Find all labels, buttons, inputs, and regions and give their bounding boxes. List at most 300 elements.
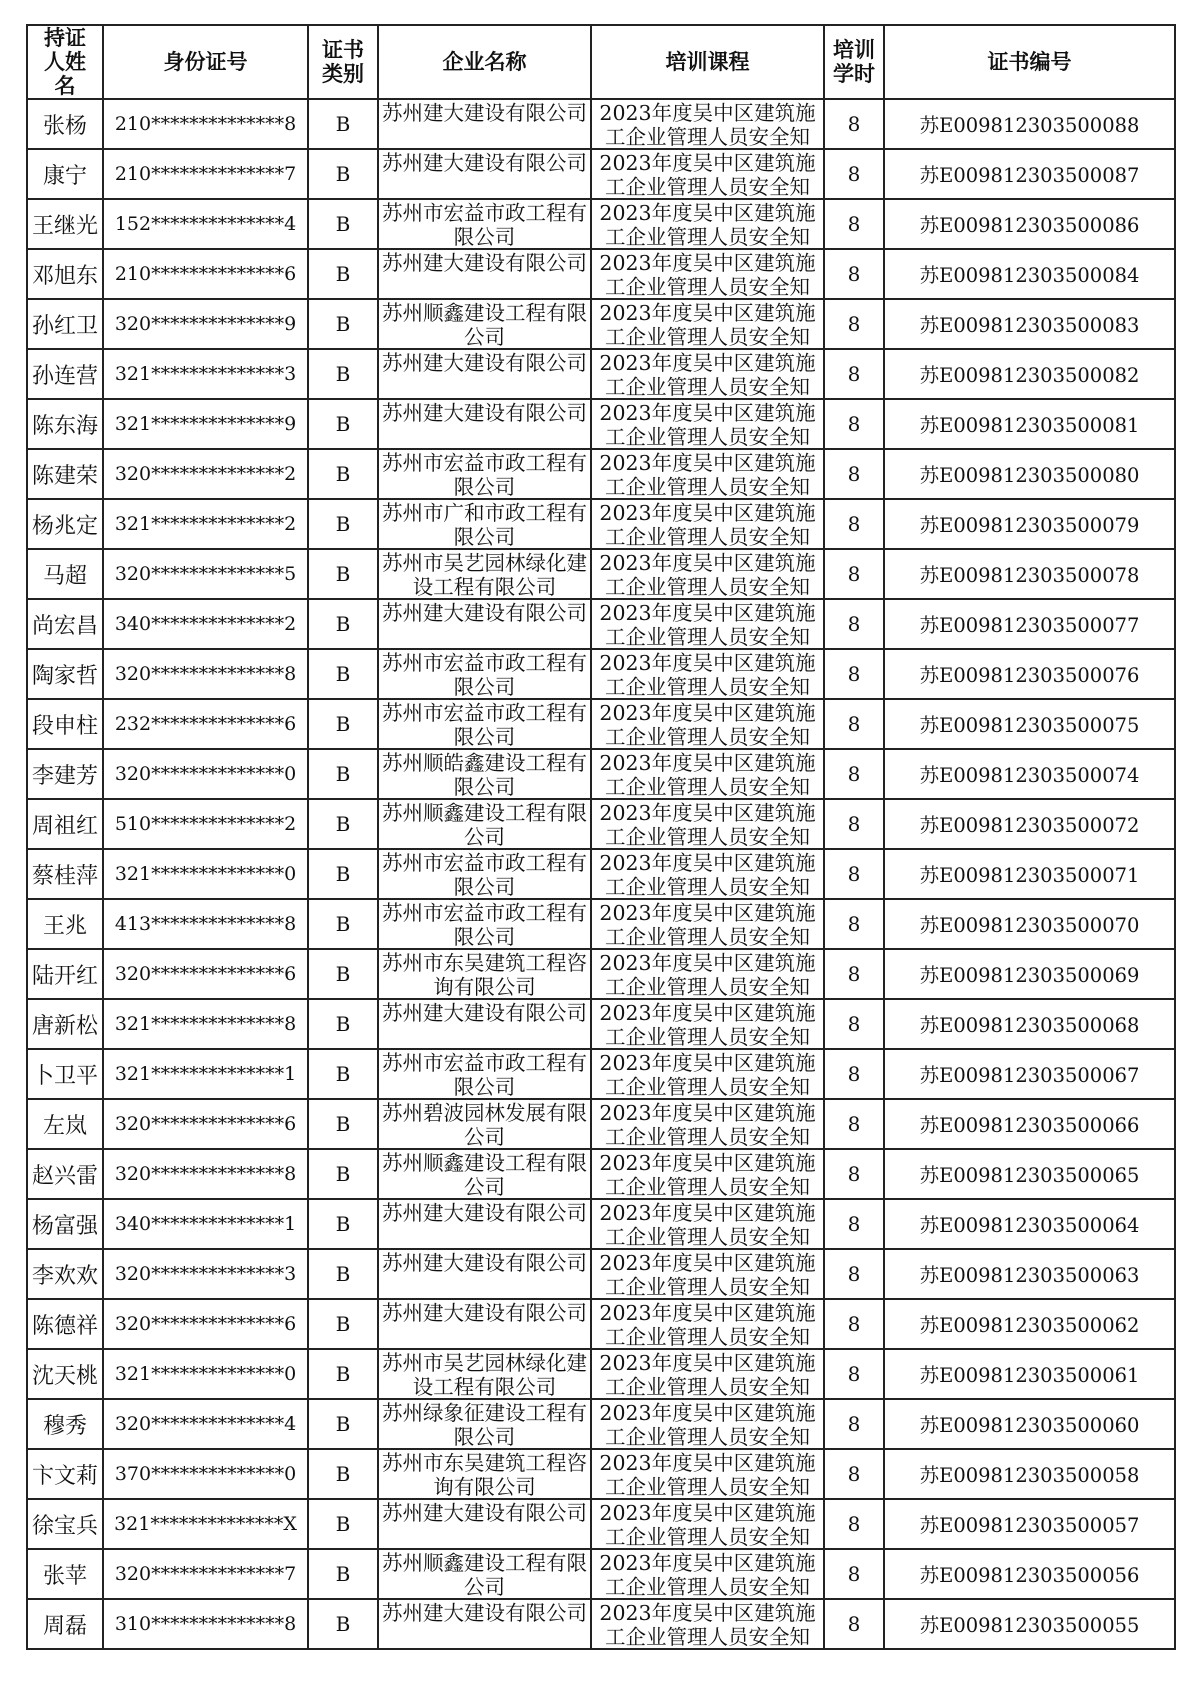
training-course-cell bbox=[591, 349, 824, 399]
table-row bbox=[27, 1249, 1175, 1299]
training-course-cell-text: 2023年度吴中区建筑施工企业管理人员安全知 bbox=[599, 501, 816, 548]
holder-name-cell: 马超 bbox=[27, 549, 103, 599]
training-course-cell bbox=[591, 799, 824, 849]
company-name-cell bbox=[378, 1299, 591, 1349]
training-course-cell bbox=[591, 1449, 824, 1499]
training-course-cell bbox=[591, 1499, 824, 1549]
training-hours-cell: 8 bbox=[824, 1249, 884, 1299]
company-name-cell bbox=[378, 999, 591, 1049]
company-name-cell-text: 苏州市宏益市政工程有限公司 bbox=[382, 901, 587, 948]
header-holder-name: 持证人姓名 bbox=[27, 25, 103, 99]
training-course-cell bbox=[591, 1299, 824, 1349]
training-hours-cell: 8 bbox=[824, 1199, 884, 1249]
cert-number-cell: 苏E009812303500064 bbox=[884, 1199, 1175, 1249]
company-name-cell-text: 苏州市吴艺园林绿化建设工程有限公司 bbox=[382, 1351, 587, 1398]
table-row bbox=[27, 1599, 1175, 1649]
cert-category-cell: B bbox=[308, 449, 378, 499]
company-name-cell bbox=[378, 1499, 591, 1549]
training-course-cell-text: 2023年度吴中区建筑施工企业管理人员安全知 bbox=[599, 1351, 816, 1398]
cert-category-cell: B bbox=[308, 1349, 378, 1399]
header-company-name: 企业名称 bbox=[378, 25, 591, 99]
cert-number-cell: 苏E009812303500072 bbox=[884, 799, 1175, 849]
company-name-cell-text: 苏州顺鑫建设工程有限公司 bbox=[382, 1151, 587, 1198]
cert-category-cell: B bbox=[308, 699, 378, 749]
cert-category-cell: B bbox=[308, 199, 378, 249]
company-name-cell bbox=[378, 749, 591, 799]
cert-number-cell: 苏E009812303500069 bbox=[884, 949, 1175, 999]
cert-number-cell: 苏E009812303500061 bbox=[884, 1349, 1175, 1399]
company-name-cell bbox=[378, 1549, 591, 1599]
cert-category-cell: B bbox=[308, 1599, 378, 1649]
cert-number-cell: 苏E009812303500057 bbox=[884, 1499, 1175, 1549]
cert-number-cell: 苏E009812303500055 bbox=[884, 1599, 1175, 1649]
training-course-cell-text: 2023年度吴中区建筑施工企业管理人员安全知 bbox=[599, 201, 816, 248]
holder-name-cell: 孙连营 bbox=[27, 349, 103, 399]
header-id-number: 身份证号 bbox=[103, 25, 308, 99]
company-name-cell-text: 苏州建大建设有限公司 bbox=[382, 1501, 587, 1525]
training-course-cell bbox=[591, 299, 824, 349]
training-course-cell bbox=[591, 249, 824, 299]
cert-number-cell: 苏E009812303500077 bbox=[884, 599, 1175, 649]
training-course-cell-text: 2023年度吴中区建筑施工企业管理人员安全知 bbox=[599, 701, 816, 748]
training-course-cell-text: 2023年度吴中区建筑施工企业管理人员安全知 bbox=[599, 801, 816, 848]
header-training-hours: 培训学时 bbox=[824, 25, 884, 99]
company-name-cell-text: 苏州建大建设有限公司 bbox=[382, 1251, 587, 1275]
cert-category-cell: B bbox=[308, 1449, 378, 1499]
training-hours-cell: 8 bbox=[824, 899, 884, 949]
id-number-cell: 320**************4 bbox=[103, 1399, 308, 1449]
table-row bbox=[27, 1549, 1175, 1599]
holder-name-cell: 杨兆定 bbox=[27, 499, 103, 549]
cert-category-cell: B bbox=[308, 149, 378, 199]
cert-category-cell: B bbox=[308, 599, 378, 649]
holder-name-cell: 邓旭东 bbox=[27, 249, 103, 299]
training-course-cell-text: 2023年度吴中区建筑施工企业管理人员安全知 bbox=[599, 1201, 816, 1248]
company-name-cell-text: 苏州市吴艺园林绿化建设工程有限公司 bbox=[382, 551, 587, 598]
training-hours-cell: 8 bbox=[824, 99, 884, 149]
table-row bbox=[27, 1299, 1175, 1349]
cert-number-cell: 苏E009812303500075 bbox=[884, 699, 1175, 749]
id-number-cell: 320**************6 bbox=[103, 949, 308, 999]
training-hours-cell: 8 bbox=[824, 1349, 884, 1399]
training-hours-cell: 8 bbox=[824, 1299, 884, 1349]
cert-category-cell: B bbox=[308, 1099, 378, 1149]
company-name-cell bbox=[378, 549, 591, 599]
cert-number-cell: 苏E009812303500086 bbox=[884, 199, 1175, 249]
training-course-cell-text: 2023年度吴中区建筑施工企业管理人员安全知 bbox=[599, 951, 816, 998]
table-row bbox=[27, 749, 1175, 799]
company-name-cell bbox=[378, 799, 591, 849]
cert-category-cell: B bbox=[308, 399, 378, 449]
id-number-cell: 510**************2 bbox=[103, 799, 308, 849]
training-course-cell-text: 2023年度吴中区建筑施工企业管理人员安全知 bbox=[599, 1601, 816, 1648]
id-number-cell: 320**************8 bbox=[103, 649, 308, 699]
holder-name-cell: 尚宏昌 bbox=[27, 599, 103, 649]
company-name-cell-text: 苏州市宏益市政工程有限公司 bbox=[382, 1051, 587, 1098]
training-hours-cell: 8 bbox=[824, 249, 884, 299]
table-row bbox=[27, 949, 1175, 999]
company-name-cell bbox=[378, 1349, 591, 1399]
holder-name-cell: 陆开红 bbox=[27, 949, 103, 999]
training-course-cell-text: 2023年度吴中区建筑施工企业管理人员安全知 bbox=[599, 1451, 816, 1498]
cert-number-cell: 苏E009812303500082 bbox=[884, 349, 1175, 399]
training-course-cell bbox=[591, 549, 824, 599]
cert-number-cell: 苏E009812303500056 bbox=[884, 1549, 1175, 1599]
company-name-cell-text: 苏州建大建设有限公司 bbox=[382, 1301, 587, 1325]
company-name-cell-text: 苏州市宏益市政工程有限公司 bbox=[382, 201, 587, 248]
cert-number-cell: 苏E009812303500063 bbox=[884, 1249, 1175, 1299]
cert-number-cell: 苏E009812303500067 bbox=[884, 1049, 1175, 1099]
company-name-cell-text: 苏州顺皓鑫建设工程有限公司 bbox=[382, 751, 587, 798]
company-name-cell bbox=[378, 349, 591, 399]
training-hours-cell: 8 bbox=[824, 999, 884, 1049]
training-hours-cell: 8 bbox=[824, 1499, 884, 1549]
training-course-cell-text: 2023年度吴中区建筑施工企业管理人员安全知 bbox=[599, 751, 816, 798]
training-course-cell bbox=[591, 149, 824, 199]
company-name-cell bbox=[378, 99, 591, 149]
company-name-cell-text: 苏州市宏益市政工程有限公司 bbox=[382, 651, 587, 698]
training-course-cell bbox=[591, 99, 824, 149]
cert-number-cell: 苏E009812303500060 bbox=[884, 1399, 1175, 1449]
id-number-cell: 320**************6 bbox=[103, 1099, 308, 1149]
company-name-cell bbox=[378, 149, 591, 199]
training-course-cell bbox=[591, 1099, 824, 1149]
training-course-cell bbox=[591, 449, 824, 499]
company-name-cell bbox=[378, 1599, 591, 1649]
cert-number-cell: 苏E009812303500087 bbox=[884, 149, 1175, 199]
training-hours-cell: 8 bbox=[824, 599, 884, 649]
cert-number-cell: 苏E009812303500078 bbox=[884, 549, 1175, 599]
company-name-cell-text: 苏州顺鑫建设工程有限公司 bbox=[382, 1551, 587, 1598]
table-row bbox=[27, 1049, 1175, 1099]
cert-number-cell: 苏E009812303500071 bbox=[884, 849, 1175, 899]
id-number-cell: 152**************4 bbox=[103, 199, 308, 249]
table-row bbox=[27, 249, 1175, 299]
company-name-cell bbox=[378, 949, 591, 999]
id-number-cell: 320**************9 bbox=[103, 299, 308, 349]
training-course-cell bbox=[591, 949, 824, 999]
company-name-cell bbox=[378, 1199, 591, 1249]
cert-category-cell: B bbox=[308, 1549, 378, 1599]
table-row bbox=[27, 199, 1175, 249]
training-hours-cell: 8 bbox=[824, 1449, 884, 1499]
table-row bbox=[27, 899, 1175, 949]
holder-name-cell: 王继光 bbox=[27, 199, 103, 249]
cert-category-cell: B bbox=[308, 549, 378, 599]
company-name-cell-text: 苏州碧波园林发展有限公司 bbox=[382, 1101, 587, 1148]
table-row bbox=[27, 449, 1175, 499]
id-number-cell: 321**************8 bbox=[103, 999, 308, 1049]
training-hours-cell: 8 bbox=[824, 149, 884, 199]
cert-number-cell: 苏E009812303500062 bbox=[884, 1299, 1175, 1349]
id-number-cell: 320**************5 bbox=[103, 549, 308, 599]
holder-name-cell: 赵兴雷 bbox=[27, 1149, 103, 1199]
training-hours-cell: 8 bbox=[824, 699, 884, 749]
table-row bbox=[27, 1399, 1175, 1449]
table-row bbox=[27, 699, 1175, 749]
company-name-cell-text: 苏州建大建设有限公司 bbox=[382, 1201, 587, 1225]
cert-number-cell: 苏E009812303500070 bbox=[884, 899, 1175, 949]
id-number-cell: 320**************3 bbox=[103, 1249, 308, 1299]
training-hours-cell: 8 bbox=[824, 1599, 884, 1649]
training-course-cell-text: 2023年度吴中区建筑施工企业管理人员安全知 bbox=[599, 901, 816, 948]
training-course-cell-text: 2023年度吴中区建筑施工企业管理人员安全知 bbox=[599, 1551, 816, 1598]
training-hours-cell: 8 bbox=[824, 649, 884, 699]
cert-category-cell: B bbox=[308, 1499, 378, 1549]
cert-number-cell: 苏E009812303500080 bbox=[884, 449, 1175, 499]
cert-number-cell: 苏E009812303500074 bbox=[884, 749, 1175, 799]
cert-number-cell: 苏E009812303500083 bbox=[884, 299, 1175, 349]
company-name-cell-text: 苏州建大建设有限公司 bbox=[382, 1001, 587, 1025]
holder-name-cell: 张苹 bbox=[27, 1549, 103, 1599]
id-number-cell: 320**************6 bbox=[103, 1299, 308, 1349]
holder-name-cell: 杨富强 bbox=[27, 1199, 103, 1249]
table-row bbox=[27, 1199, 1175, 1249]
id-number-cell: 321**************2 bbox=[103, 499, 308, 549]
training-hours-cell: 8 bbox=[824, 199, 884, 249]
certificate-table-sheet bbox=[26, 24, 1174, 1650]
holder-name-cell: 陈德祥 bbox=[27, 1299, 103, 1349]
cert-number-cell: 苏E009812303500076 bbox=[884, 649, 1175, 699]
company-name-cell bbox=[378, 1149, 591, 1199]
training-course-cell bbox=[591, 499, 824, 549]
training-hours-cell: 8 bbox=[824, 449, 884, 499]
training-course-cell bbox=[591, 1249, 824, 1299]
company-name-cell-text: 苏州建大建设有限公司 bbox=[382, 401, 587, 425]
holder-name-cell: 张杨 bbox=[27, 99, 103, 149]
company-name-cell bbox=[378, 1049, 591, 1099]
cert-category-cell: B bbox=[308, 899, 378, 949]
training-course-cell-text: 2023年度吴中区建筑施工企业管理人员安全知 bbox=[599, 301, 816, 348]
table-row bbox=[27, 1449, 1175, 1499]
company-name-cell-text: 苏州建大建设有限公司 bbox=[382, 151, 587, 175]
training-course-cell bbox=[591, 1599, 824, 1649]
cert-category-cell: B bbox=[308, 949, 378, 999]
company-name-cell bbox=[378, 599, 591, 649]
cert-category-cell: B bbox=[308, 99, 378, 149]
holder-name-cell: 孙红卫 bbox=[27, 299, 103, 349]
training-course-cell-text: 2023年度吴中区建筑施工企业管理人员安全知 bbox=[599, 851, 816, 898]
table-row bbox=[27, 99, 1175, 149]
training-course-cell-text: 2023年度吴中区建筑施工企业管理人员安全知 bbox=[599, 151, 816, 198]
holder-name-cell: 周祖红 bbox=[27, 799, 103, 849]
training-course-cell bbox=[591, 999, 824, 1049]
holder-name-cell: 卜卫平 bbox=[27, 1049, 103, 1099]
holder-name-cell: 王兆 bbox=[27, 899, 103, 949]
training-hours-cell: 8 bbox=[824, 1399, 884, 1449]
training-hours-cell: 8 bbox=[824, 849, 884, 899]
table-row bbox=[27, 1149, 1175, 1199]
training-hours-cell: 8 bbox=[824, 799, 884, 849]
holder-name-cell: 康宁 bbox=[27, 149, 103, 199]
training-course-cell-text: 2023年度吴中区建筑施工企业管理人员安全知 bbox=[599, 1051, 816, 1098]
id-number-cell: 321**************9 bbox=[103, 399, 308, 449]
cert-category-cell: B bbox=[308, 299, 378, 349]
training-course-cell bbox=[591, 399, 824, 449]
id-number-cell: 340**************1 bbox=[103, 1199, 308, 1249]
company-name-cell-text: 苏州绿象征建设工程有限公司 bbox=[382, 1401, 587, 1448]
training-hours-cell: 8 bbox=[824, 949, 884, 999]
table-row bbox=[27, 599, 1175, 649]
training-course-cell-text: 2023年度吴中区建筑施工企业管理人员安全知 bbox=[599, 1151, 816, 1198]
table-body bbox=[27, 99, 1175, 1649]
training-course-cell bbox=[591, 849, 824, 899]
holder-name-cell: 卞文莉 bbox=[27, 1449, 103, 1499]
training-course-cell-text: 2023年度吴中区建筑施工企业管理人员安全知 bbox=[599, 401, 816, 448]
id-number-cell: 413**************8 bbox=[103, 899, 308, 949]
table-row bbox=[27, 799, 1175, 849]
company-name-cell-text: 苏州建大建设有限公司 bbox=[382, 351, 587, 375]
company-name-cell bbox=[378, 1399, 591, 1449]
training-course-cell-text: 2023年度吴中区建筑施工企业管理人员安全知 bbox=[599, 451, 816, 498]
company-name-cell bbox=[378, 1099, 591, 1149]
training-hours-cell: 8 bbox=[824, 299, 884, 349]
training-course-cell bbox=[591, 649, 824, 699]
training-course-cell bbox=[591, 1149, 824, 1199]
company-name-cell bbox=[378, 1449, 591, 1499]
table-row bbox=[27, 399, 1175, 449]
company-name-cell bbox=[378, 499, 591, 549]
table-row bbox=[27, 299, 1175, 349]
header-cert-number: 证书编号 bbox=[884, 25, 1175, 99]
training-course-cell bbox=[591, 1049, 824, 1099]
holder-name-cell: 唐新松 bbox=[27, 999, 103, 1049]
table-row bbox=[27, 1099, 1175, 1149]
company-name-cell-text: 苏州顺鑫建设工程有限公司 bbox=[382, 801, 587, 848]
id-number-cell: 370**************0 bbox=[103, 1449, 308, 1499]
cert-category-cell: B bbox=[308, 749, 378, 799]
certificate-table bbox=[26, 24, 1176, 1650]
id-number-cell: 321**************X bbox=[103, 1499, 308, 1549]
company-name-cell-text: 苏州市宏益市政工程有限公司 bbox=[382, 851, 587, 898]
id-number-cell: 321**************0 bbox=[103, 849, 308, 899]
cert-category-cell: B bbox=[308, 349, 378, 399]
training-course-cell bbox=[591, 599, 824, 649]
id-number-cell: 320**************8 bbox=[103, 1149, 308, 1199]
id-number-cell: 320**************0 bbox=[103, 749, 308, 799]
holder-name-cell: 段申柱 bbox=[27, 699, 103, 749]
company-name-cell-text: 苏州建大建设有限公司 bbox=[382, 251, 587, 275]
company-name-cell-text: 苏州建大建设有限公司 bbox=[382, 601, 587, 625]
cert-category-cell: B bbox=[308, 1399, 378, 1449]
training-course-cell-text: 2023年度吴中区建筑施工企业管理人员安全知 bbox=[599, 1401, 816, 1448]
holder-name-cell: 陈东海 bbox=[27, 399, 103, 449]
cert-category-cell: B bbox=[308, 1249, 378, 1299]
company-name-cell-text: 苏州市东吴建筑工程咨询有限公司 bbox=[382, 1451, 587, 1498]
company-name-cell-text: 苏州市东吴建筑工程咨询有限公司 bbox=[382, 951, 587, 998]
id-number-cell: 210**************8 bbox=[103, 99, 308, 149]
training-course-cell bbox=[591, 199, 824, 249]
training-course-cell bbox=[591, 699, 824, 749]
id-number-cell: 310**************8 bbox=[103, 1599, 308, 1649]
header-cert-category: 证书类别 bbox=[308, 25, 378, 99]
company-name-cell bbox=[378, 899, 591, 949]
training-course-cell-text: 2023年度吴中区建筑施工企业管理人员安全知 bbox=[599, 1001, 816, 1048]
cert-category-cell: B bbox=[308, 799, 378, 849]
training-hours-cell: 8 bbox=[824, 1049, 884, 1099]
company-name-cell bbox=[378, 399, 591, 449]
id-number-cell: 232**************6 bbox=[103, 699, 308, 749]
holder-name-cell: 陶家哲 bbox=[27, 649, 103, 699]
training-course-cell bbox=[591, 1399, 824, 1449]
holder-name-cell: 陈建荣 bbox=[27, 449, 103, 499]
training-course-cell bbox=[591, 1199, 824, 1249]
cert-category-cell: B bbox=[308, 1049, 378, 1099]
training-hours-cell: 8 bbox=[824, 349, 884, 399]
training-course-cell-text: 2023年度吴中区建筑施工企业管理人员安全知 bbox=[599, 1101, 816, 1148]
training-hours-cell: 8 bbox=[824, 749, 884, 799]
training-course-cell bbox=[591, 749, 824, 799]
cert-number-cell: 苏E009812303500058 bbox=[884, 1449, 1175, 1499]
id-number-cell: 321**************3 bbox=[103, 349, 308, 399]
company-name-cell-text: 苏州市广和市政工程有限公司 bbox=[382, 501, 587, 548]
training-course-cell bbox=[591, 899, 824, 949]
training-course-cell bbox=[591, 1349, 824, 1399]
cert-category-cell: B bbox=[308, 1199, 378, 1249]
company-name-cell-text: 苏州顺鑫建设工程有限公司 bbox=[382, 301, 587, 348]
cert-number-cell: 苏E009812303500065 bbox=[884, 1149, 1175, 1199]
cert-number-cell: 苏E009812303500081 bbox=[884, 399, 1175, 449]
table-row bbox=[27, 549, 1175, 599]
company-name-cell bbox=[378, 699, 591, 749]
company-name-cell-text: 苏州建大建设有限公司 bbox=[382, 1601, 587, 1625]
holder-name-cell: 沈天桃 bbox=[27, 1349, 103, 1399]
training-course-cell-text: 2023年度吴中区建筑施工企业管理人员安全知 bbox=[599, 1301, 816, 1348]
table-row bbox=[27, 149, 1175, 199]
company-name-cell bbox=[378, 1249, 591, 1299]
cert-category-cell: B bbox=[308, 849, 378, 899]
id-number-cell: 210**************6 bbox=[103, 249, 308, 299]
id-number-cell: 321**************0 bbox=[103, 1349, 308, 1399]
cert-category-cell: B bbox=[308, 999, 378, 1049]
training-course-cell-text: 2023年度吴中区建筑施工企业管理人员安全知 bbox=[599, 651, 816, 698]
holder-name-cell: 蔡桂萍 bbox=[27, 849, 103, 899]
holder-name-cell: 徐宝兵 bbox=[27, 1499, 103, 1549]
cert-number-cell: 苏E009812303500079 bbox=[884, 499, 1175, 549]
header-row bbox=[27, 25, 1175, 99]
table-row bbox=[27, 649, 1175, 699]
training-hours-cell: 8 bbox=[824, 1549, 884, 1599]
id-number-cell: 321**************1 bbox=[103, 1049, 308, 1099]
holder-name-cell: 李建芳 bbox=[27, 749, 103, 799]
id-number-cell: 320**************2 bbox=[103, 449, 308, 499]
training-course-cell-text: 2023年度吴中区建筑施工企业管理人员安全知 bbox=[599, 101, 816, 148]
company-name-cell bbox=[378, 299, 591, 349]
company-name-cell bbox=[378, 849, 591, 899]
table-row bbox=[27, 1499, 1175, 1549]
holder-name-cell: 李欢欢 bbox=[27, 1249, 103, 1299]
cert-category-cell: B bbox=[308, 499, 378, 549]
table-row bbox=[27, 499, 1175, 549]
table-row bbox=[27, 349, 1175, 399]
cert-category-cell: B bbox=[308, 249, 378, 299]
training-course-cell bbox=[591, 1549, 824, 1599]
holder-name-cell: 左岚 bbox=[27, 1099, 103, 1149]
cert-category-cell: B bbox=[308, 1149, 378, 1199]
cert-number-cell: 苏E009812303500068 bbox=[884, 999, 1175, 1049]
table-row bbox=[27, 849, 1175, 899]
cert-number-cell: 苏E009812303500084 bbox=[884, 249, 1175, 299]
company-name-cell-text: 苏州建大建设有限公司 bbox=[382, 101, 587, 125]
training-hours-cell: 8 bbox=[824, 549, 884, 599]
training-course-cell-text: 2023年度吴中区建筑施工企业管理人员安全知 bbox=[599, 601, 816, 648]
table-row bbox=[27, 999, 1175, 1049]
cert-number-cell: 苏E009812303500066 bbox=[884, 1099, 1175, 1149]
training-course-cell-text: 2023年度吴中区建筑施工企业管理人员安全知 bbox=[599, 251, 816, 298]
id-number-cell: 210**************7 bbox=[103, 149, 308, 199]
company-name-cell bbox=[378, 449, 591, 499]
training-hours-cell: 8 bbox=[824, 1149, 884, 1199]
